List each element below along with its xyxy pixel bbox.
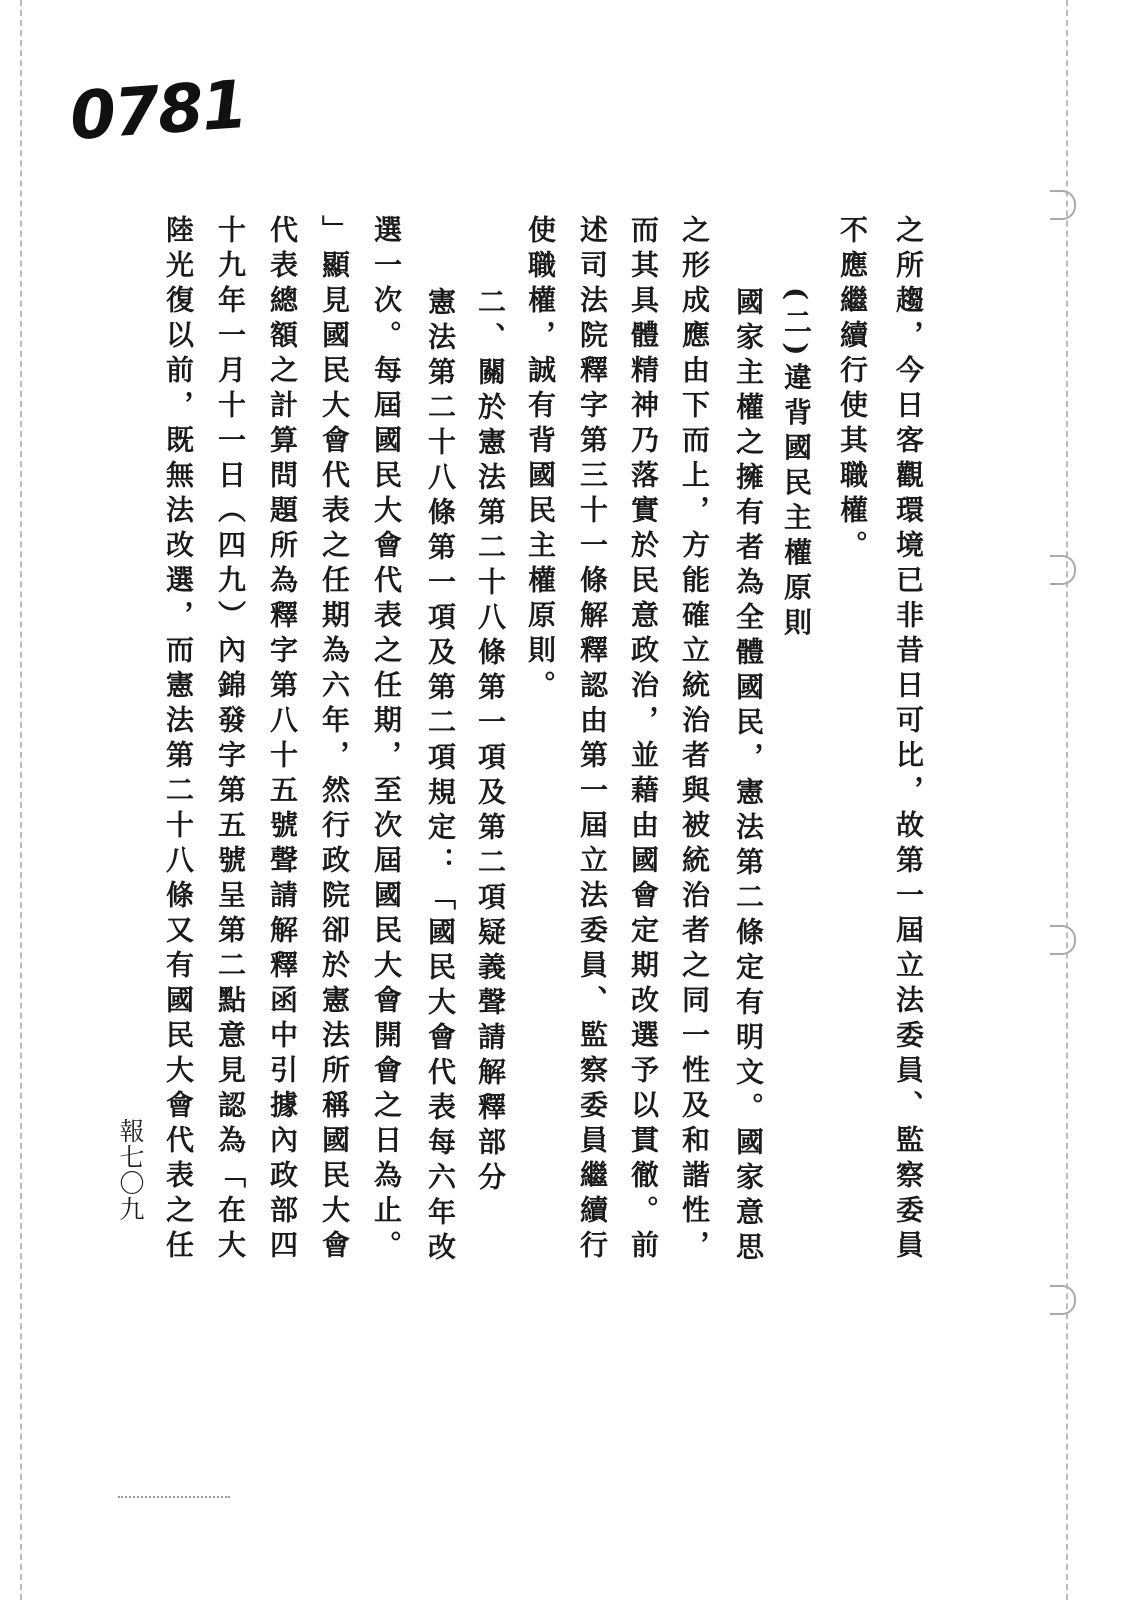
handwritten-page-number: 0781 — [67, 65, 249, 156]
punch-hole-1 — [1050, 190, 1076, 220]
scan-footer-mark — [118, 1496, 230, 1502]
text-column-1: 之所趨，今日客觀環境已非昔日可比，故第一屆立法委員、監察委員 — [892, 215, 925, 1265]
punch-hole-4 — [1050, 1285, 1076, 1315]
text-column-15: 陸光復以前，既無法改選，而憲法第二十八條又有國民大會代表之任 — [162, 215, 195, 1265]
text-column-14: 十九年一月十一日（四九）內錦發字第五號呈第二點意見認為「在大 — [214, 215, 247, 1265]
text-column-12: 」顯見國民大會代表之任期為六年，然行政院卻於憲法所稱國民大會 — [318, 215, 351, 1265]
text-column-10: 憲法第二十八條第一項及第二項規定：「國民大會代表每六年改 — [424, 287, 457, 1267]
text-column-6: 而其具體精神乃落實於民意政治，並藉由國會定期改選予以貫徹。前 — [627, 215, 660, 1265]
binder-dash-left — [20, 0, 22, 1600]
text-column-13: 代表總額之計算問題所為釋字第八十五號聲請解釋函中引據內政部四 — [266, 215, 299, 1265]
text-column-7: 述司法院釋字第三十一條解釋認由第一屆立法委員、監察委員繼續行 — [576, 215, 609, 1265]
text-column-8: 使職權，誠有背國民主權原則。 — [524, 215, 557, 705]
text-column-2: 不應繼續行使其職權。 — [836, 215, 869, 565]
text-column-5: 之形成應由下而上，方能確立統治者與被統治者之同一性及和諧性， — [678, 215, 711, 1265]
text-column-3: (二)違背國民主權原則 — [780, 287, 813, 643]
text-column-4: 國家主權之擁有者為全體國民，憲法第二條定有明文。國家意思 — [732, 287, 765, 1267]
punch-hole-2 — [1050, 555, 1076, 585]
text-column-11: 選一次。每屆國民大會代表之任期，至次屆國民大會開會之日為止。 — [370, 215, 403, 1265]
punch-hole-3 — [1050, 925, 1076, 955]
page-label: 報七〇九 — [116, 1118, 145, 1222]
binder-dash-right — [1066, 0, 1068, 1600]
text-column-9: 二、關於憲法第二十八條第一項及第二項疑義聲請解釋部分 — [474, 287, 507, 1197]
